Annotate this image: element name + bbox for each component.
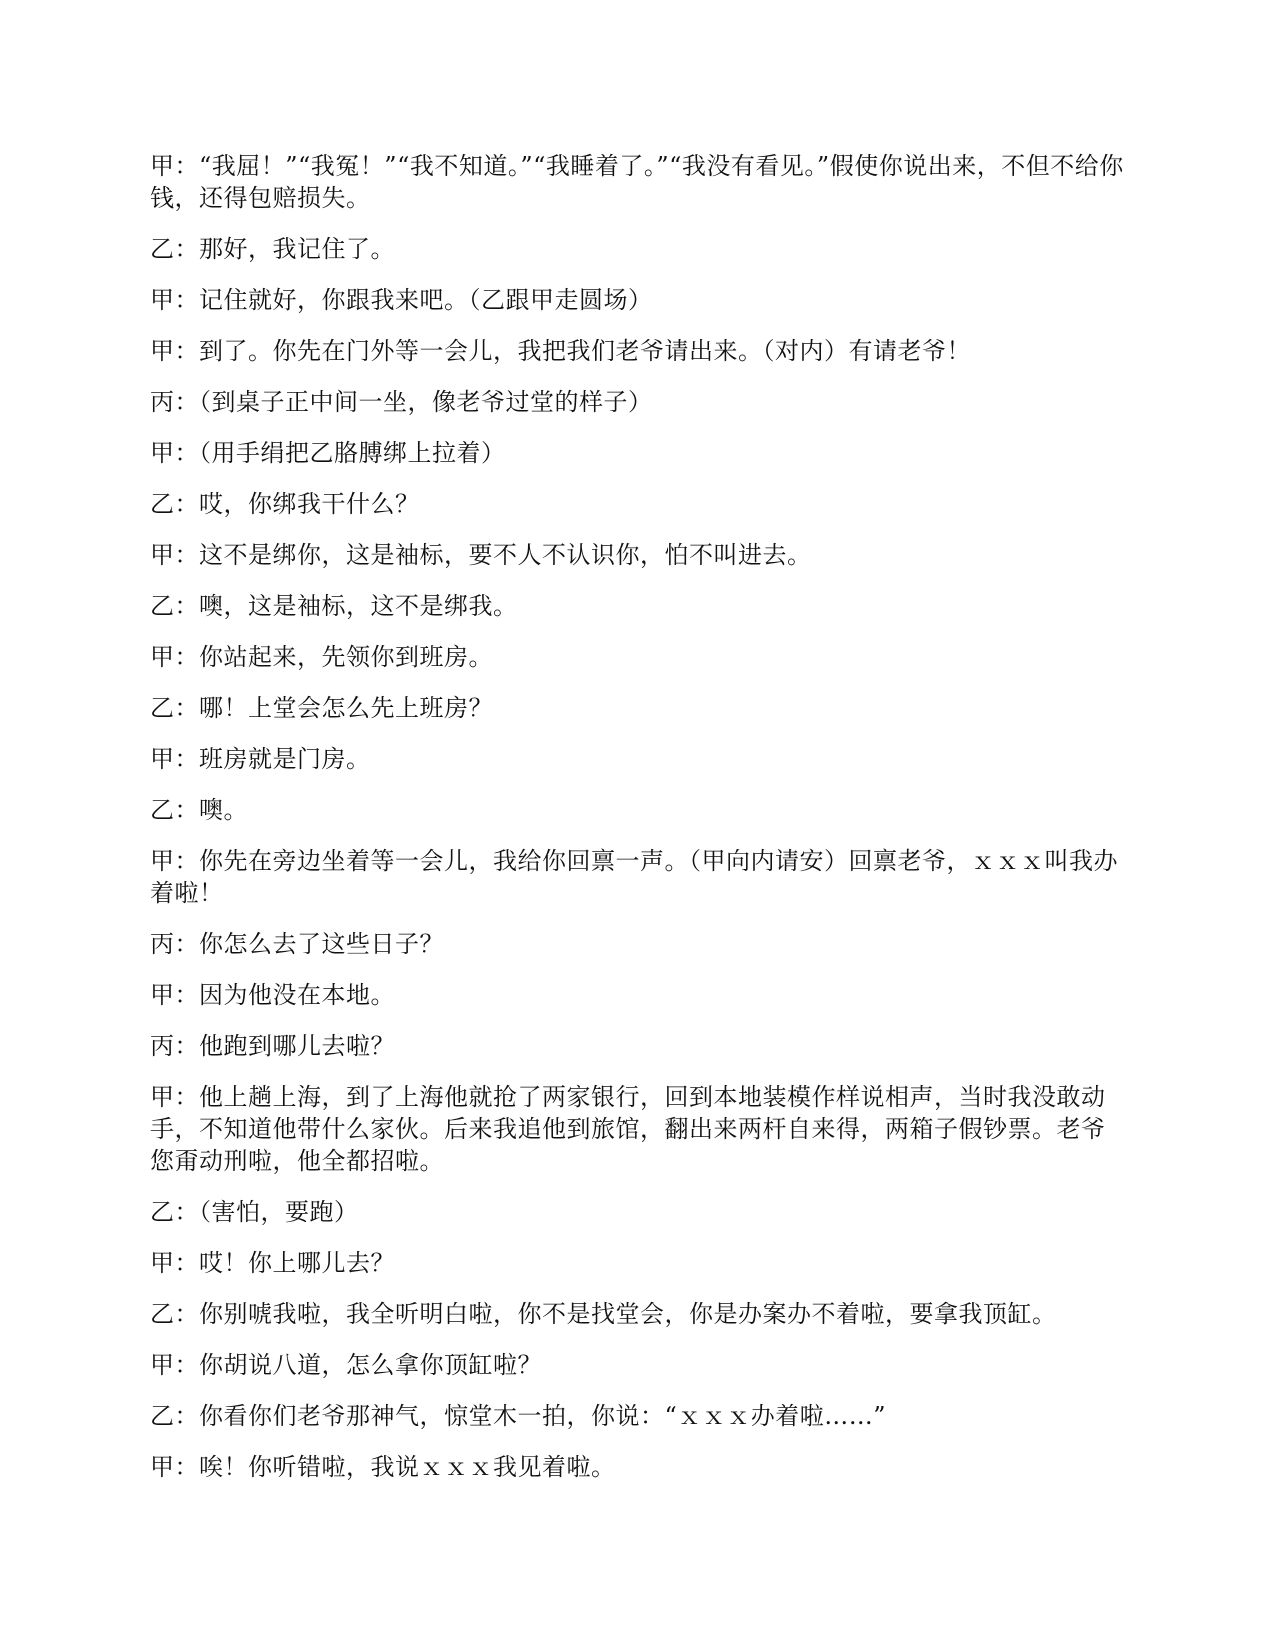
dialogue-line: 丙：（到桌子正中间一坐，像老爷过堂的样子）: [150, 388, 653, 416]
dialogue-line: 甲：班房就是门房。: [150, 745, 371, 773]
dialogue-line: 乙：噢，这是袖标，这不是绑我。: [150, 592, 518, 620]
document-page: [150, 150, 1125, 1502]
dialogue-line: 甲：唉！你听错啦，我说ｘｘｘ我见着啦。: [150, 1453, 616, 1481]
dialogue-line: 甲：哎！你上哪儿去？: [150, 1249, 395, 1277]
dialogue-line: 乙：你看你们老爷那神气，惊堂木一拍，你说：“ｘｘｘ办着啦……”: [150, 1402, 887, 1430]
dialogue-line: 甲：因为他没在本地。: [150, 981, 395, 1009]
dialogue-line: 乙：噢。: [150, 796, 248, 824]
dialogue-line: 乙：你别唬我啦，我全听明白啦，你不是找堂会，你是办案办不着啦，要拿我顶缸。: [150, 1300, 1057, 1328]
dialogue-line: 甲：他上趟上海，到了上海他就抢了两家银行，回到本地装模作样说相声，当时我没敢动手，不知道他带什么家伙。后来我追他到旅馆，翻出来两杆自来得，两箱子假钞票。老爷您甭动刑啦，他全都招啦。: [150, 1083, 1106, 1175]
dialogue-line: 丙：他跑到哪儿去啦？: [150, 1032, 395, 1060]
dialogue-line: 甲：你胡说八道，怎么拿你顶缸啦？: [150, 1351, 542, 1379]
dialogue-line: 乙：（害怕，要跑）: [150, 1198, 359, 1226]
dialogue-line: 甲：“我屈！”“我冤！”“我不知道。”“我睡着了。”“我没有看见。”假使你说出来，不但不给你钱，还得包赔损失。: [150, 152, 1124, 212]
dialogue-line: 乙：那好，我记住了。: [150, 235, 395, 263]
dialogue-line: 丙：你怎么去了这些日子？: [150, 930, 444, 958]
dialogue-line: 乙：哪！上堂会怎么先上班房？: [150, 694, 493, 722]
dialogue-line: 甲：到了。你先在门外等一会儿，我把我们老爷请出来。（对内）有请老爷！: [150, 337, 971, 365]
dialogue-line: 甲：（用手绢把乙胳膊绑上拉着）: [150, 439, 506, 467]
dialogue-line: 甲：你先在旁边坐着等一会儿，我给你回禀一声。（甲向内请安）回禀老爷，ｘｘｘ叫我办着啦！: [150, 847, 1118, 907]
dialogue-line: 甲：你站起来，先领你到班房。: [150, 643, 493, 671]
dialogue-line: 乙：哎，你绑我干什么？: [150, 490, 420, 518]
dialogue-line: 甲：记住就好，你跟我来吧。（乙跟甲走圆场）: [150, 286, 653, 314]
dialogue-line: 甲：这不是绑你，这是袖标，要不人不认识你，怕不叫进去。: [150, 541, 812, 569]
